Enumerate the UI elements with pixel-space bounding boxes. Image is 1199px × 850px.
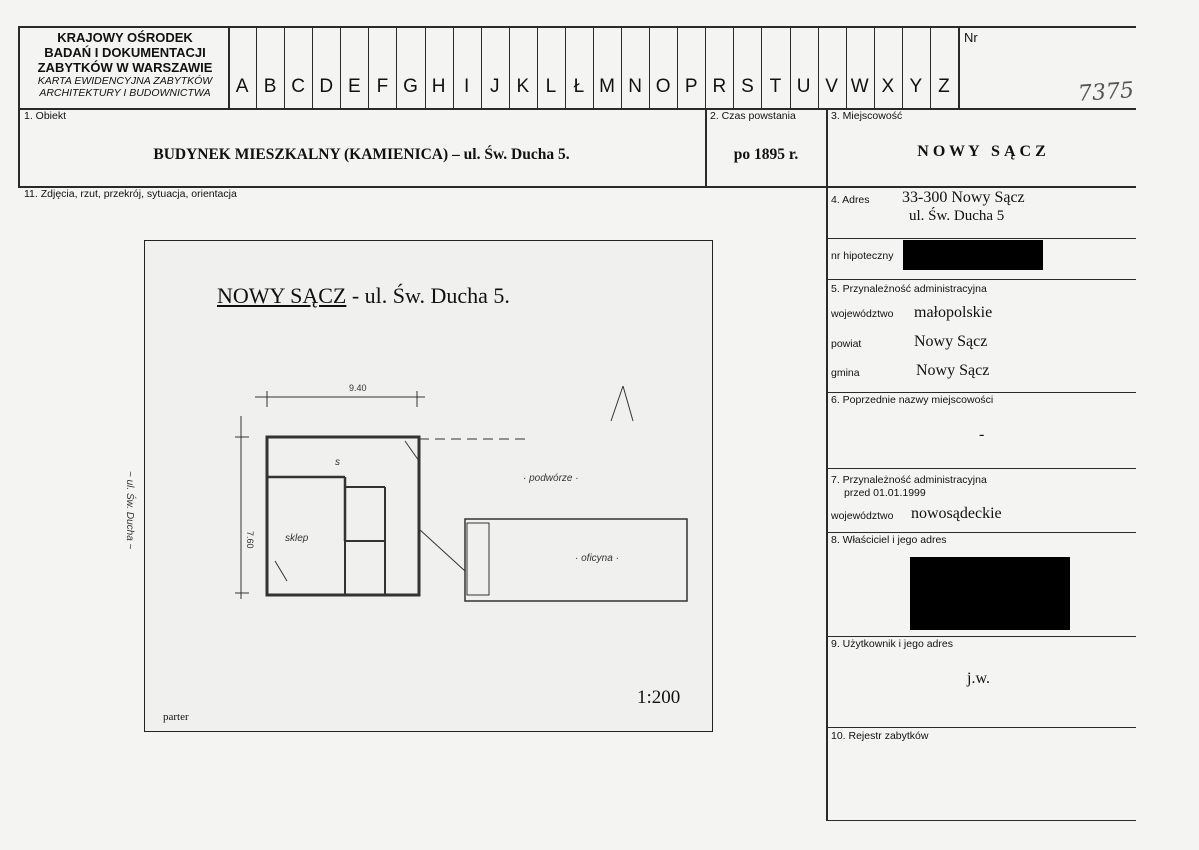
institution-header	[22, 30, 228, 99]
institution-line-2: BADAŃ I DOKUMENTACJI	[44, 45, 206, 60]
letter-cell: I	[464, 76, 470, 97]
letter-cell: V	[825, 76, 838, 97]
letter-cell: S	[741, 76, 754, 97]
plan-title-city: NOWY SĄCZ	[217, 283, 347, 308]
wojewodztwo-value: małopolskie	[914, 304, 993, 321]
czas-label: 2. Czas powstania	[710, 110, 796, 122]
plan-scale: 1:200	[637, 687, 681, 708]
card-type-line-2: ARCHITEKTURY I BUDOWNICTWA	[39, 87, 211, 99]
adres-line-1: 33-300 Nowy Sącz	[902, 189, 1025, 206]
letter-cell: C	[291, 76, 306, 97]
przynaleznosc-1999-label: 7. Przynależność administracyjna	[831, 474, 987, 486]
hipoteczny-label: nr hipoteczny	[831, 250, 894, 262]
powiat-value: Nowy Sącz	[914, 333, 988, 350]
nr-handwritten: 7375	[1077, 78, 1135, 107]
obiekt-value: BUDYNEK MIESZKALNY (KAMIENICA) – ul. Św. Ducha 5.	[153, 146, 570, 163]
letter-cell: Ł	[573, 76, 585, 97]
dim-height: 7.60	[245, 531, 255, 549]
przynaleznosc-label: 5. Przynależność administracyjna	[831, 283, 987, 295]
institution-line-1: KRAJOWY OŚRODEK	[57, 30, 193, 45]
letter-cell: F	[376, 76, 389, 97]
uzytkownik-value: j.w.	[967, 670, 990, 687]
floor-plan-drawing	[124, 241, 712, 731]
letter-cell: G	[403, 76, 418, 97]
miejscowosc-label: 3. Miejscowość	[831, 110, 903, 122]
letter-cell: H	[431, 76, 446, 97]
uzytkownik-label: 9. Użytkownik i jego adres	[831, 638, 953, 650]
letter-cell: Y	[909, 76, 923, 97]
zdjecia-label: 11. Zdjęcia, rzut, przekrój, sytuacja, orientacja	[24, 188, 237, 200]
podworze-label: · podwórze ·	[523, 473, 579, 484]
wojewodztwo-1999-label: województwo	[831, 510, 894, 522]
wojewodztwo-label: województwo	[831, 308, 894, 320]
oficyna-label: · oficyna ·	[575, 553, 619, 564]
letter-cell: N	[628, 76, 642, 97]
letter-cell: T	[769, 76, 782, 97]
institution-line-3: ZABYTKÓW W WARSZAWIE	[37, 60, 213, 75]
adres-label: 4. Adres	[831, 194, 870, 206]
redaction-wlasciciel	[910, 557, 1070, 630]
letter-cell: M	[599, 76, 615, 97]
rejestr-label: 10. Rejestr zabytków	[831, 730, 929, 742]
street-label: ~ ul. Św. Ducha ~	[124, 471, 135, 550]
letter-cell: W	[850, 76, 869, 97]
room-s: s	[335, 457, 340, 468]
letter-cell: O	[655, 76, 671, 97]
room-sklep: sklep	[285, 533, 309, 544]
floor-plan-photo	[124, 240, 713, 732]
card-type-line-1: KARTA EWIDENCYJNA ZABYTKÓW	[37, 75, 213, 87]
letter-cell: Z	[938, 76, 950, 97]
plan-floor: parter	[163, 711, 189, 723]
poprzednie-label: 6. Poprzednie nazwy miejscowości	[831, 394, 994, 406]
obiekt-label: 1. Obiekt	[24, 110, 67, 122]
przynaleznosc-1999-sublabel: przed 01.01.1999	[844, 487, 926, 499]
miejscowosc-value: N O W Y S Ą C Z	[917, 143, 1046, 160]
letter-cell: E	[347, 76, 361, 97]
gmina-value: Nowy Sącz	[916, 362, 990, 379]
wojewodztwo-1999-value: nowosądeckie	[911, 505, 1002, 522]
powiat-label: powiat	[831, 338, 862, 350]
plan-title-street: - ul. Św. Ducha 5.	[346, 283, 510, 308]
adres-line-2: ul. Św. Ducha 5	[909, 208, 1005, 224]
dim-width: 9.40	[349, 383, 367, 393]
letter-cell: K	[516, 76, 530, 97]
letter-cell: X	[881, 76, 895, 97]
letter-cell: R	[712, 76, 727, 97]
redaction-hipoteczny	[903, 240, 1043, 270]
nr-label: Nr	[964, 30, 978, 45]
letter-cell: L	[545, 76, 557, 97]
letter-cell: U	[796, 76, 811, 97]
gmina-label: gmina	[831, 367, 860, 379]
poprzednie-value: -	[979, 426, 985, 443]
letter-cell: D	[319, 76, 334, 97]
wlasciciel-label: 8. Właściciel i jego adres	[831, 534, 947, 546]
letter-cell: B	[263, 76, 277, 97]
letter-cell: J	[489, 76, 500, 97]
letter-cell: P	[684, 76, 698, 97]
letter-cell: A	[235, 76, 249, 97]
czas-value: po 1895 r.	[733, 146, 799, 163]
